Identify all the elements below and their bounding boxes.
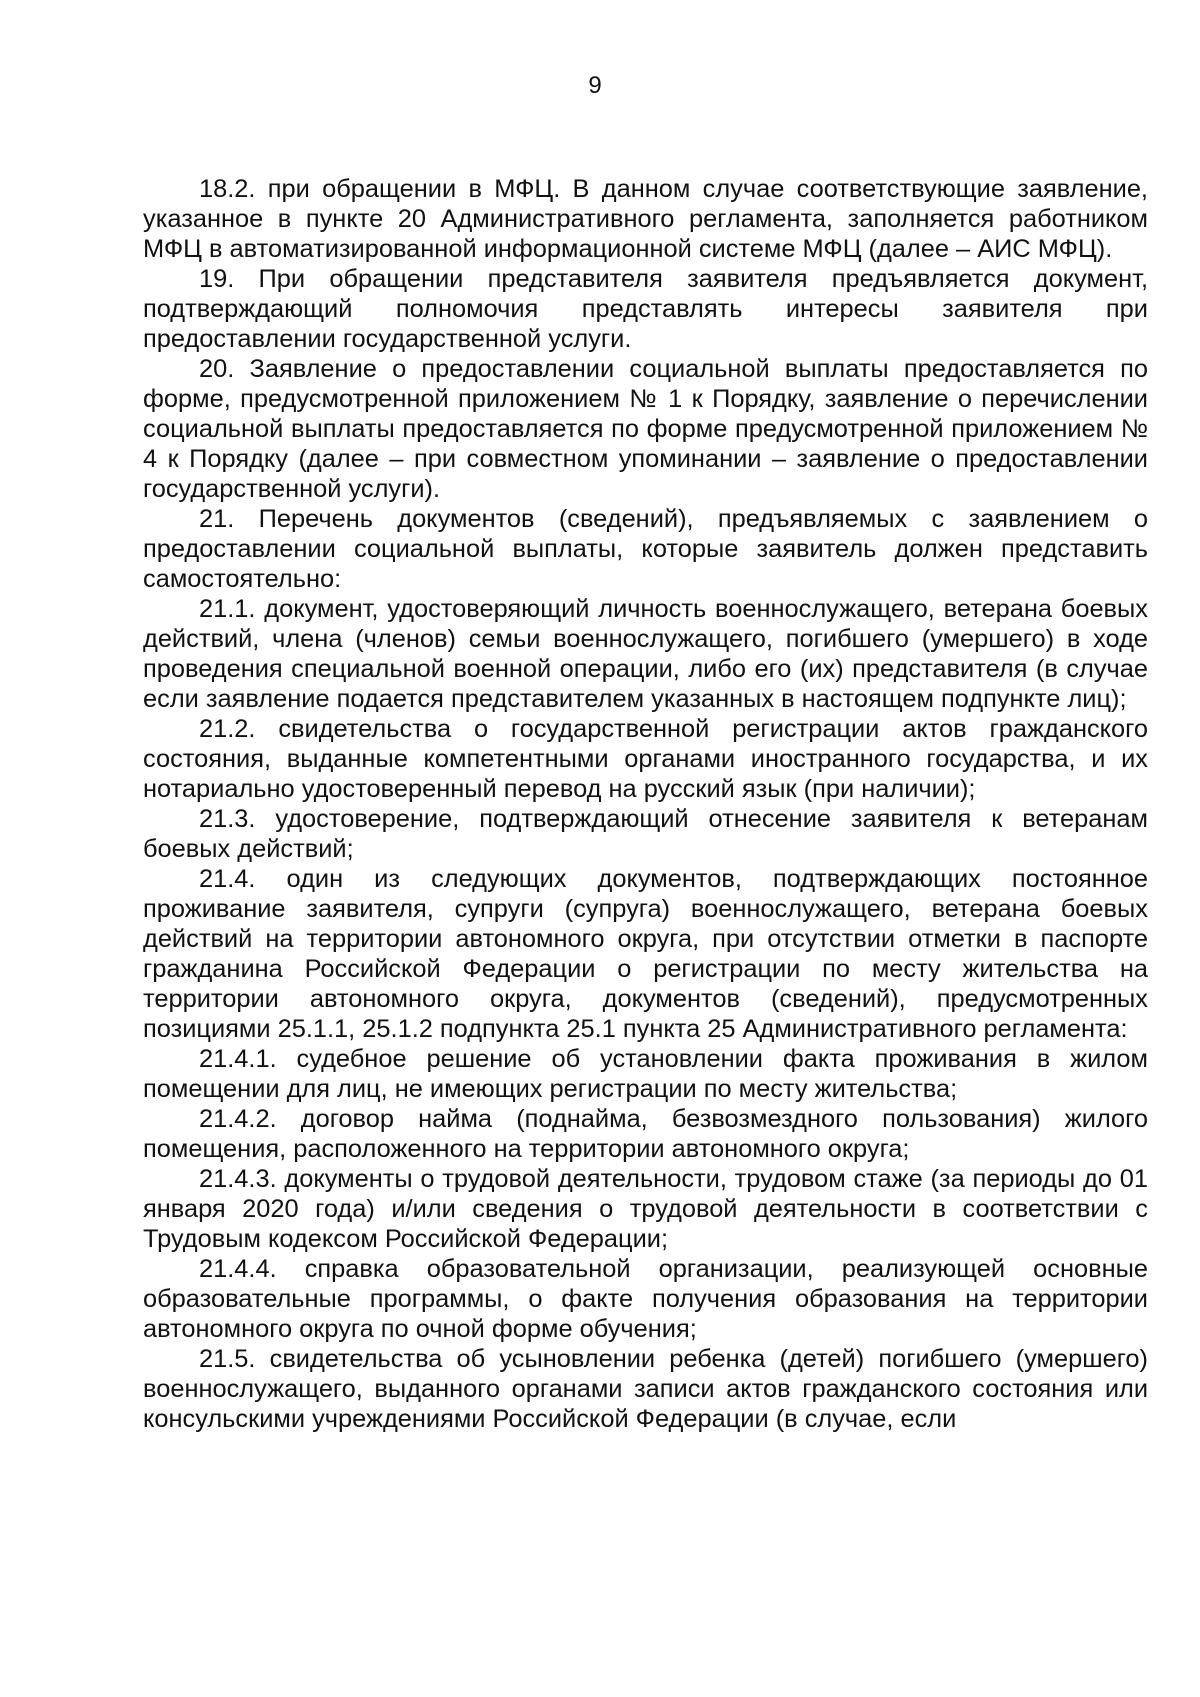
paragraph-21-1: 21.1. документ, удостоверяющий личность военнослужащего, ветерана боевых действий, члена (членов) семьи военнослужащего, погибшего (умершего) в ходе проведения специальной военной операции, либо его (их) представителя (в случае если заявление подается представителем указанных в настоящем подпункте лиц); (143, 595, 1148, 713)
paragraph-18-2: 18.2. при обращении в МФЦ. В данном случае соответствующие заявление, указанное в пункте 20 Административного регламента, заполняется работником МФЦ в автоматизированной информационной системе МФЦ (далее – АИС МФЦ). (143, 175, 1148, 263)
paragraph-21-4-1: 21.4.1. судебное решение об установлении факта проживания в жилом помещении для лиц, не имеющих регистрации по месту жительства; (143, 1045, 1148, 1103)
paragraph-21-4-4: 21.4.4. справка образовательной организации, реализующей основные образовательные программы, о факте получения образования на территории автономного округа по очной форме обучения; (143, 1255, 1148, 1343)
document-body (143, 174, 1148, 1434)
paragraph-20: 20. Заявление о предоставлении социальной выплаты предоставляется по форме, предусмотренной приложением № 1 к Порядку, заявление о перечислении социальной выплаты предоставляется по форме предусмотренной приложением № 4 к Порядку (далее – при совместном упоминании – заявление о предоставлении государственной услуги). (143, 355, 1148, 503)
paragraph-21-5: 21.5. свидетельства об усыновлении ребенка (детей) погибшего (умершего) военнослужащего, выданного органами записи актов гражданского состояния или консульскими учреждениями Российской Федерации (в случае, если (143, 1345, 1148, 1433)
paragraph-21-3: 21.3. удостоверение, подтверждающий отнесение заявителя к ветеранам боевых действий; (143, 805, 1148, 863)
paragraph-21-4-2: 21.4.2. договор найма (поднайма, безвозмездного пользования) жилого помещения, расположенного на территории автономного округа; (143, 1105, 1148, 1163)
paragraph-19: 19. При обращении представителя заявителя предъявляется документ, подтверждающий полномочия представлять интересы заявителя при предоставлении государственной услуги. (143, 265, 1148, 353)
paragraph-21: 21. Перечень документов (сведений), предъявляемых с заявлением о предоставлении социальной выплаты, которые заявитель должен представить самостоятельно: (143, 505, 1148, 593)
paragraph-21-2: 21.2. свидетельства о государственной регистрации актов гражданского состояния, выданные компетентными органами иностранного государства, и их нотариально удостоверенный перевод на русский язык (при наличии); (143, 715, 1148, 803)
paragraph-21-4: 21.4. один из следующих документов, подтверждающих постоянное проживание заявителя, супруги (супруга) военнослужащего, ветерана боевых действий на территории автономного округа, при отсутствии отметки в паспорте гражданина Российской Федерации о регистрации по месту жительства на территории автономного округа, документов (сведений), предусмотренных позициями 25.1.1, 25.1.2 подпункта 25.1 пункта 25 Административного регламента: (143, 865, 1148, 1043)
paragraph-21-4-3: 21.4.3. документы о трудовой деятельности, трудовом стаже (за периоды до 01 января 2020 года) и/или сведения о трудовой деятельности в соответствии с Трудовым кодексом Российской Федерации; (143, 1165, 1148, 1253)
page-number: 9 (588, 72, 602, 99)
